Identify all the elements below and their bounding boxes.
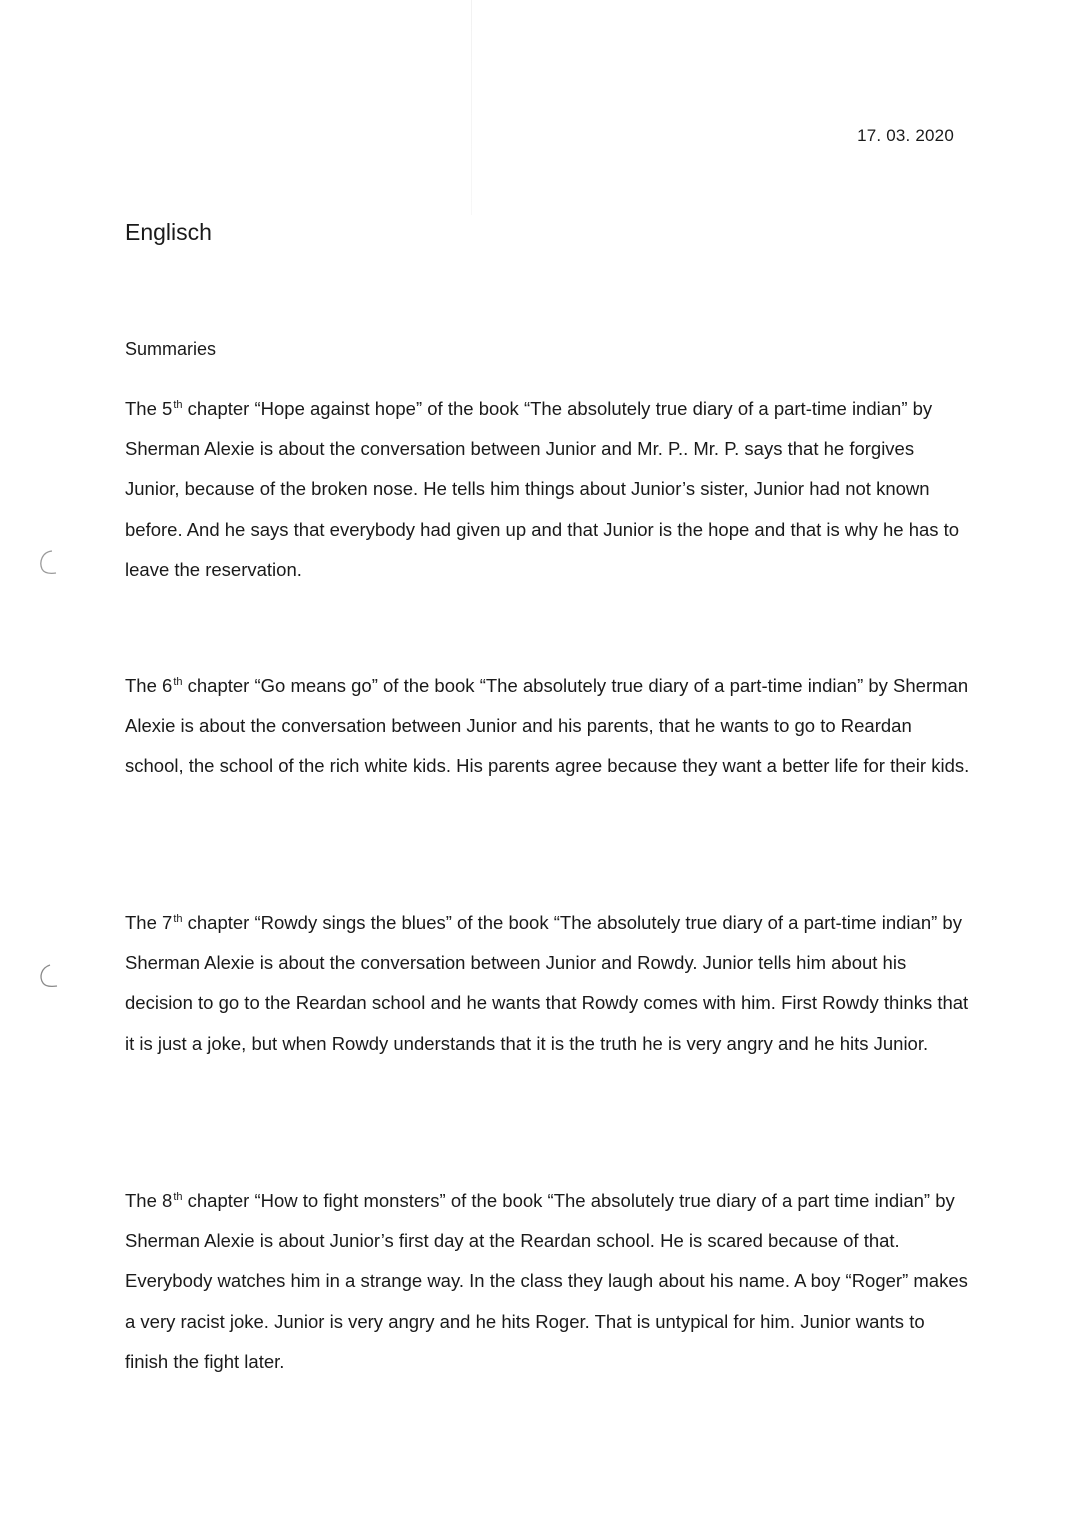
summary-paragraph	[125, 389, 970, 590]
scan-fold-line	[471, 0, 472, 215]
summary-ordinal-suffix: th	[173, 913, 183, 925]
subject-title: Englisch	[125, 219, 212, 245]
punch-hole-mark	[36, 962, 58, 990]
summary-ordinal-suffix: th	[173, 676, 183, 688]
summary-pre: The 6	[125, 675, 173, 696]
summary-paragraph	[125, 903, 970, 1064]
summary-ordinal-suffix: th	[173, 399, 183, 411]
date: 17. 03. 2020	[857, 126, 954, 145]
summary-text: chapter “Go means go” of the book “The absolutely true diary of a part-time indian” by Sherman Alexie is about the conversation between Junior and his parents, that he wants to go to Reardan school, the school of the rich white kids. His parents agree because they want a better life for their kids.	[125, 675, 970, 777]
summary-text: chapter “Rowdy sings the blues” of the book “The absolutely true diary of a part-time indian” by Sherman Alexie is about the conversation between Junior and Rowdy. Junior tells him about his decision to go to the Reardan school and he wants that Rowdy comes with him. First Rowdy thinks that it is just a joke, but when Rowdy understands that it is the truth he is very angry and he hits Junior.	[125, 912, 969, 1054]
summary-text: chapter “Hope against hope” of the book “The absolutely true diary of a part-time indian” by Sherman Alexie is about the conversation between Junior and Mr. P.. Mr. P. says that he forgives Junior, because of the broken nose. He tells him things about Junior’s sister, Junior had not known before. And he says that everybody had given up and that Junior is the hope and that is why he has to leave the reservation.	[125, 398, 960, 580]
summary-pre: The 8	[125, 1190, 173, 1211]
section-heading: Summaries	[125, 339, 217, 359]
summary-paragraph	[125, 1181, 970, 1382]
summary-paragraph	[125, 666, 970, 787]
summary-pre: The 5	[125, 398, 173, 419]
summary-text: chapter “How to fight monsters” of the book “The absolutely true diary of a part time indian” by Sherman Alexie is about Junior’s first day at the Reardan school. He is scared because of that. Everybody watches him in a strange way. In the class they laugh about his name. A boy “Roger” makes a very racist joke. Junior is very angry and he hits Roger. That is untypical for him. Junior wants to finish the fight later.	[125, 1190, 968, 1372]
summary-pre: The 7	[125, 912, 173, 933]
punch-hole-mark	[36, 548, 58, 576]
summary-ordinal-suffix: th	[173, 1191, 183, 1203]
